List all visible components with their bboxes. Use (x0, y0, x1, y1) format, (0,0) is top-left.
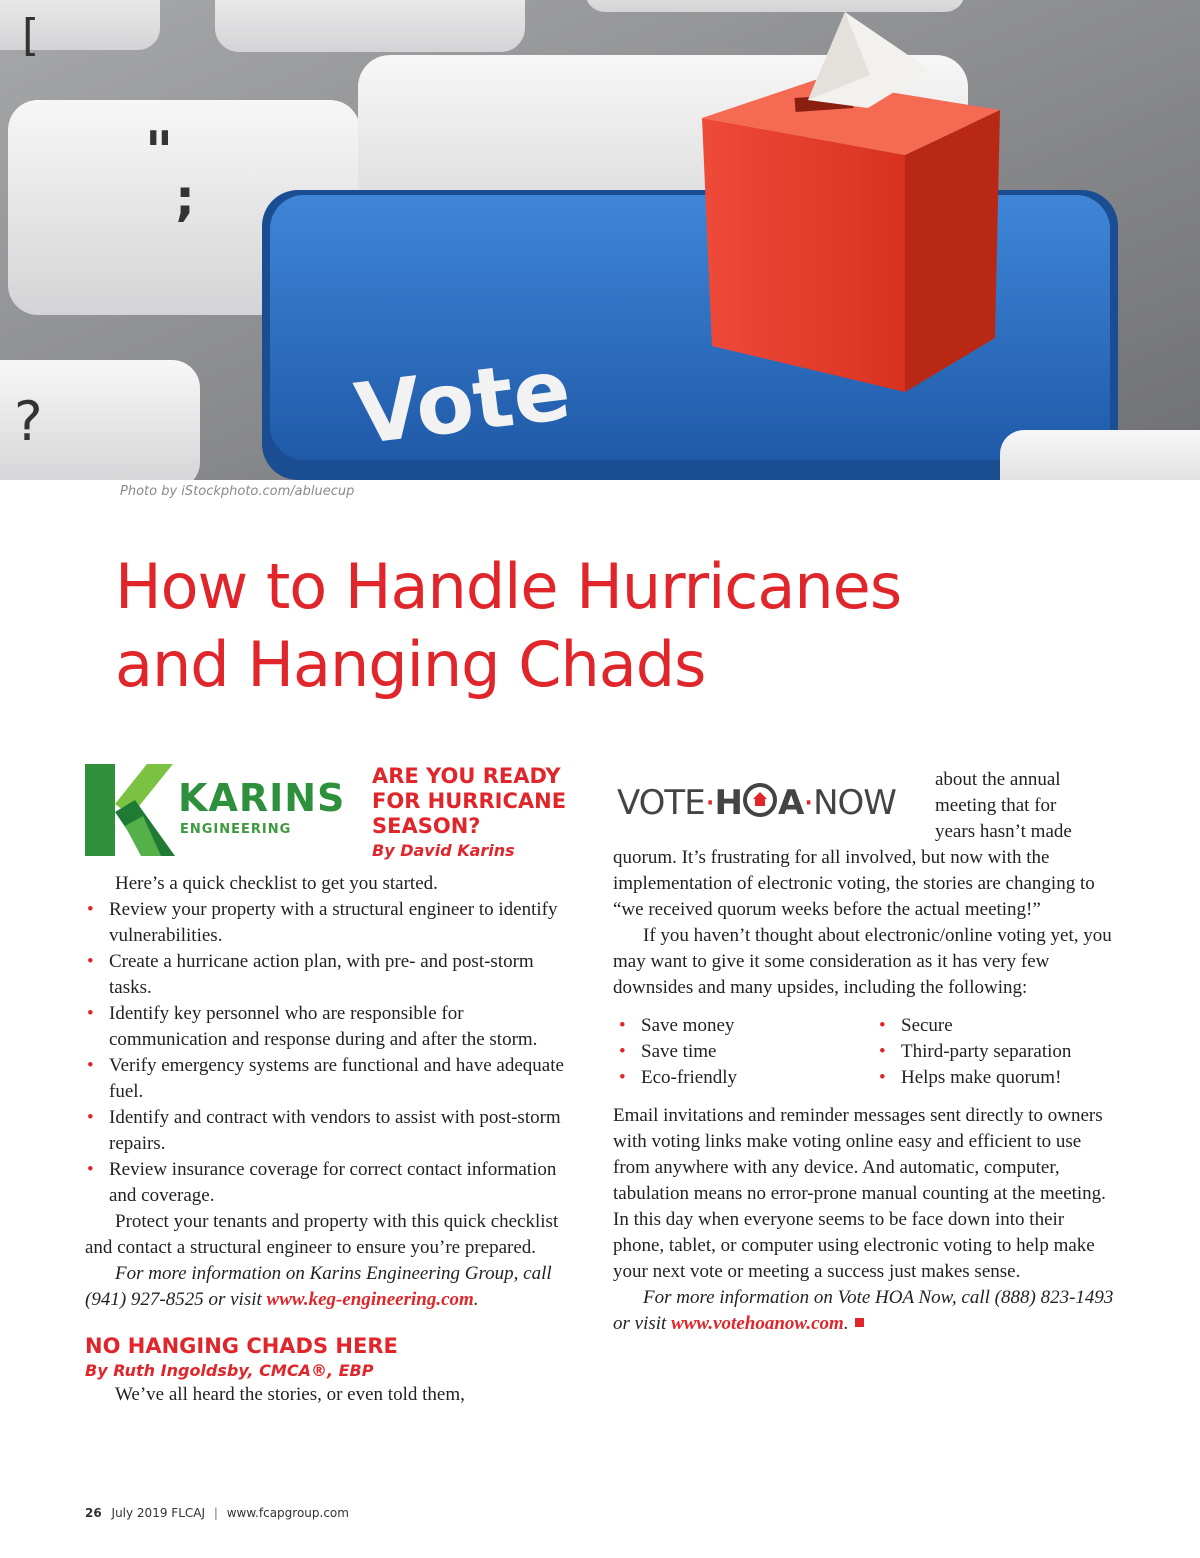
footer-separator: | (213, 1506, 218, 1520)
logo-vote: VOTE (617, 783, 705, 823)
logo-dot-2: · (803, 783, 814, 823)
karins-byline: By David Karins (372, 841, 515, 860)
karins-logo-sub: ENGINEERING (180, 822, 292, 837)
votehoa-wrap-line-1: about the annual (935, 769, 1061, 790)
key-top-middle (215, 0, 525, 52)
karins-more-info-text: For more information on Karins Engineering Group, call (941) 927-8525 or visit (85, 1263, 552, 1310)
votehoa-wrap-line-2: meeting that for (935, 795, 1057, 816)
key-top-right (585, 0, 965, 12)
logo-dot-1: · (704, 783, 715, 823)
votehoa-more-info-text: For more information on Vote HOA Now, call (888) 823-1493 or visit (613, 1287, 1114, 1334)
list-item: • Secure (877, 1013, 1071, 1039)
vote-key-label: Vote (350, 340, 576, 464)
karins-intro: Here’s a quick checklist to get you started. (115, 873, 438, 894)
list-item: • Save money (617, 1013, 877, 1039)
title-line-1: How to Handle Hurricanes (115, 550, 902, 623)
key-bracket-label: [ (22, 10, 40, 61)
karins-website-link[interactable]: www.keg-engineering.com (266, 1289, 474, 1310)
karins-heading-line-3: SEASON? (372, 814, 481, 838)
page-number: 26 (85, 1506, 102, 1520)
vote-hoa-now-logo (617, 783, 922, 827)
logo-hoa (715, 783, 804, 823)
keyboard-ballot-illustration (0, 0, 1200, 480)
footer-website[interactable]: www.fcapgroup.com (226, 1506, 349, 1520)
footer-publication: FLCAJ (171, 1506, 206, 1520)
votehoa-wrap-text (935, 767, 1125, 845)
list-item: • Create a hurricane action plan, with pre- and post-storm tasks. (85, 949, 581, 1001)
karins-link-suffix: . (473, 1289, 479, 1310)
end-of-article-square-icon (855, 1318, 864, 1327)
karins-heading-line-1: ARE YOU READY (372, 764, 561, 788)
list-item: • Review your property with a structural engineer to identify vulnerabilities. (85, 897, 581, 949)
list-item: • Eco-friendly (617, 1065, 877, 1091)
votehoa-benefits (617, 1013, 1118, 1091)
karins-logo-name: KARINS (178, 776, 346, 820)
votehoa-article (613, 845, 1118, 1337)
list-item: • Identify key personnel who are responsible for communication and response during and after the storm. (85, 1001, 581, 1053)
karins-closing: Protect your tenants and property with this quick checklist and contact a structural engineer to ensure you’re prepared. (85, 1211, 559, 1258)
karins-heading (372, 764, 612, 862)
karins-logo (85, 764, 355, 856)
karins-checklist (85, 897, 581, 1209)
chads-heading: NO HANGING CHADS HERE (85, 1334, 398, 1358)
footer-issue: July 2019 (111, 1506, 168, 1520)
logo-hoa-a: A (777, 783, 804, 823)
karins-heading-line-2: FOR HURRICANE (372, 789, 567, 813)
logo-now: NOW (813, 783, 896, 823)
chads-byline: By Ruth Ingoldsby, CMCA®, EBP (85, 1361, 374, 1380)
votehoa-more-info (613, 1285, 1118, 1337)
key-bottom-right (1000, 430, 1200, 480)
votehoa-para-3: Email invitations and reminder messages sent directly to owners with voting links make voting online easy and efficient to use from anywhere with any device. And automatic, computer, tabulation means no error-prone manual counting at the meeting. In this day when everyone seems to be face down into their phone, tablet, or computer using electronic voting to help make your next vote or meeting a success just makes sense. (613, 1105, 1106, 1282)
votehoa-website-link[interactable]: www.votehoanow.com (671, 1313, 844, 1334)
votehoa-para-2: If you haven’t thought about electronic/online voting yet, you may want to give it some consideration as it has very few downsides and many upsides, including the following: (613, 925, 1112, 998)
list-item: • Save time (617, 1039, 877, 1065)
key-quote-label: " (145, 120, 174, 183)
chads-opening: We’ve all heard the stories, or even told them, (115, 1384, 465, 1405)
votehoa-wrap-line-3: years hasn’t made (935, 821, 1072, 842)
logo-hoa-h: H (714, 783, 742, 823)
page-footer (85, 1506, 349, 1520)
key-question-label: ? (14, 390, 43, 453)
benefits-left-list (617, 1013, 877, 1091)
house-icon (743, 783, 777, 817)
page-title (115, 548, 1115, 704)
key-semicolon-label: ; (175, 169, 195, 227)
votehoa-para-1: quorum. It’s frustrating for all involved, but now with the implementation of electronic voting, the stories are changing to “we received quorum weeks before the actual meeting!” (613, 847, 1095, 920)
list-item: • Third-party separation (877, 1039, 1071, 1065)
votehoa-link-suffix: . (843, 1313, 849, 1334)
list-item: • Helps make quorum! (877, 1065, 1071, 1091)
karins-article (85, 871, 581, 1408)
list-item: • Verify emergency systems are functional and have adequate fuel. (85, 1053, 581, 1105)
photo-credit: Photo by iStockphoto.com/abluecup (120, 484, 355, 499)
hero-photo (0, 0, 1200, 480)
list-item: • Review insurance coverage for correct contact information and coverage. (85, 1157, 581, 1209)
title-line-2: and Hanging Chads (115, 628, 706, 701)
list-item: • Identify and contract with vendors to assist with post-storm repairs. (85, 1105, 581, 1157)
karins-more-info (85, 1261, 581, 1313)
benefits-right-list (877, 1013, 1071, 1091)
